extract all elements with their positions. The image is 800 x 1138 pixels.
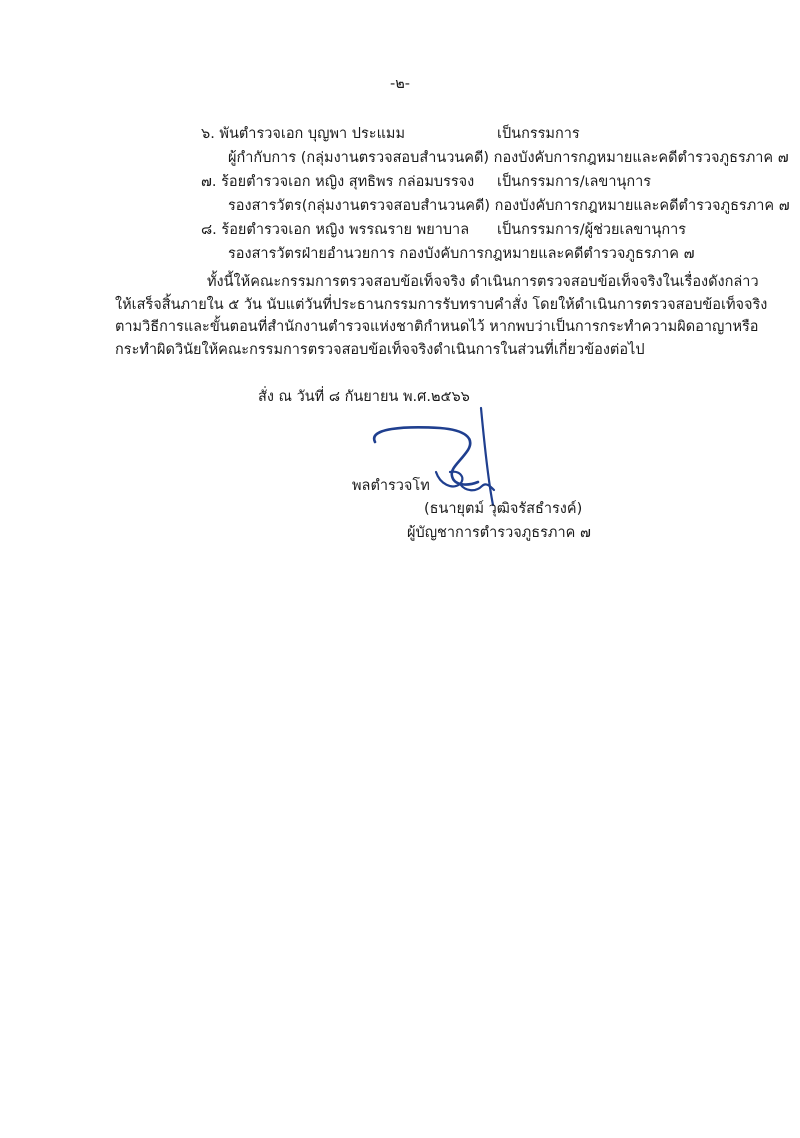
member-8-position: รองสารวัตรฝ่ายอำนวยการ กองบังคับการกฎหมายและคดีตำรวจภูธรภาค ๗ — [228, 246, 695, 262]
member-6-role: เป็นกรรมการ — [497, 126, 580, 142]
signature-initial-stroke — [436, 472, 494, 491]
signatory-rank: พลตำรวจโท — [352, 478, 430, 494]
member-6-position: ผู้กำกับการ (กลุ่มงานตรวจสอบสำนวนคดี) กองบังคับการกฎหมายและคดีตำรวจภูธรภาค ๗ — [228, 150, 789, 166]
signatory-position: ผู้บัญชาการตำรวจภูธรภาค ๗ — [407, 525, 591, 541]
page-number: -๒- — [389, 76, 411, 92]
member-7-role: เป็นกรรมการ/เลขานุการ — [497, 174, 652, 190]
order-date: สั่ง ณ วันที่ ๘ กันยายน พ.ศ.๒๕๖๖ — [258, 389, 470, 405]
signatory-name: (ธนายุตม์ วุฒิจรัสธำรงค์) — [424, 501, 583, 517]
member-8-rank-name: ๘. ร้อยตำรวจเอก หญิง พรรณราย พยาบาล — [201, 222, 470, 238]
member-7-rank-name: ๗. ร้อยตำรวจเอก หญิง สุทธิพร กล่อมบรรจง — [201, 174, 475, 190]
member-8-role: เป็นกรรมการ/ผู้ช่วยเลขานุการ — [497, 222, 687, 238]
member-7-position: รองสารวัตร(กลุ่มงานตรวจสอบสำนวนคดี) กองบังคับการกฎหมายและคดีตำรวจภูธรภาค ๗ — [228, 198, 790, 214]
paragraph-line: ทั้งนี้ให้คณะกรรมการตรวจสอบข้อเท็จจริง ดำเนินการตรวจสอบข้อเท็จจริงในเรื่องดังกล่าว — [207, 274, 759, 290]
signature-vertical-stroke — [481, 408, 493, 505]
paragraph-line: ให้เสร็จสิ้นภายใน ๕ วัน นับแต่วันที่ประธานกรรมการรับทราบคำสั่ง โดยให้ดำเนินการตรวจสอบข้อเท็จจริง — [115, 296, 768, 313]
paragraph-line: ตามวิธีการและขั้นตอนที่สำนักงานตำรวจแห่งชาติกำหนดไว้ หากพบว่าเป็นการกระทำความผิดอาญาหรือ — [115, 319, 759, 335]
paragraph-line: กระทำผิดวินัยให้คณะกรรมการตรวจสอบข้อเท็จจริงดำเนินการในส่วนที่เกี่ยวข้องต่อไป — [115, 341, 645, 358]
member-6-rank-name: ๖. พันตำรวจเอก บุญพา ประแมม — [201, 126, 406, 142]
instruction-paragraph — [115, 271, 768, 361]
